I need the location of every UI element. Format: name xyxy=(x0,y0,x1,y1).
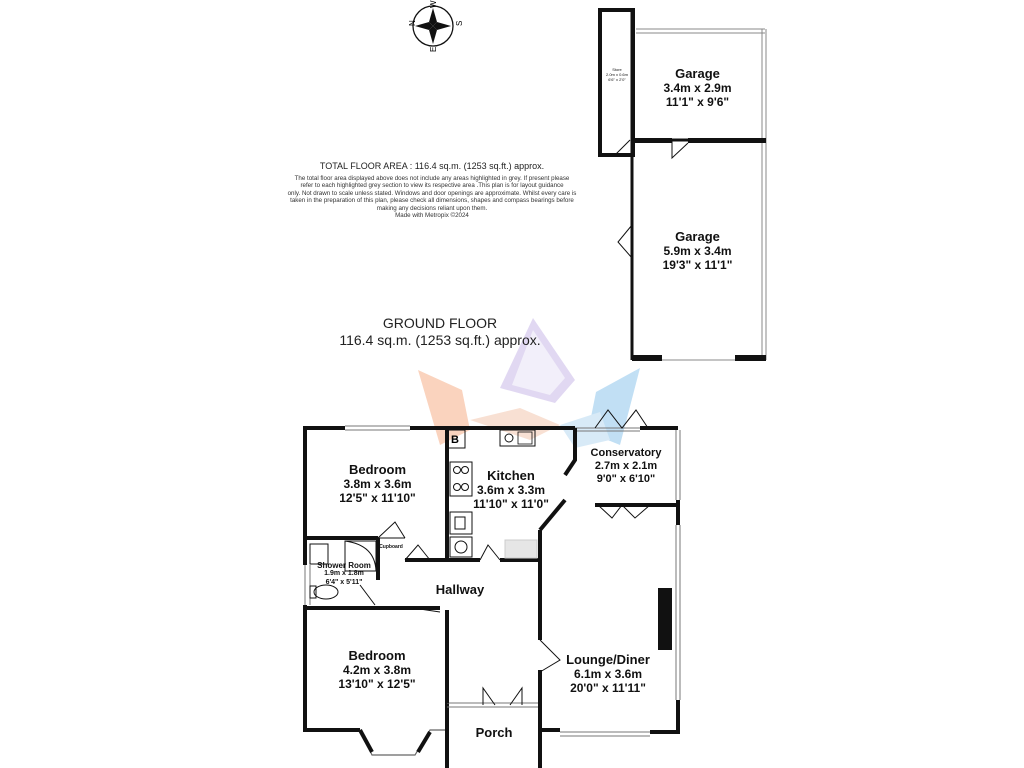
compass-letter-n: N xyxy=(408,20,417,26)
area-note-line: refer to each highlighted grey section to view its respective area .This plan is for layout guidance xyxy=(300,182,564,190)
room-metric: 3.4m x 2.9m xyxy=(663,81,732,96)
room-imperial: 19'3" x 11'1" xyxy=(662,258,733,273)
compass-letter-e: E xyxy=(429,46,438,52)
room-metric: 2.0m x 0.6m xyxy=(605,71,628,77)
room-imperial: 13'10" x 12'5" xyxy=(338,677,416,692)
room-store xyxy=(602,68,632,82)
room-metric: 2.7m x 2.1m xyxy=(594,459,658,472)
room-shower xyxy=(312,561,376,587)
room-lounge-diner xyxy=(548,652,668,696)
area-note-line: only. Not drawn to scale unless stated. Windows and door openings are approximate. Whilst every care is xyxy=(287,189,577,197)
room-kitchen xyxy=(466,468,556,512)
room-name: Bedroom xyxy=(348,648,406,663)
room-cupboard: Cupboard xyxy=(379,544,403,550)
room-imperial: 11'10" x 11'0" xyxy=(473,497,549,512)
total-floor-area-note xyxy=(252,161,612,220)
area-note-line: making any decisions reliant upon them. xyxy=(376,204,488,212)
room-conservatory xyxy=(578,447,674,486)
room-metric: 6.1m x 3.6m xyxy=(573,667,643,682)
compass-letter-w: W xyxy=(429,0,438,8)
room-porch: Porch xyxy=(475,725,513,740)
room-bedroom-2 xyxy=(313,648,441,692)
room-garage-large xyxy=(640,229,755,273)
room-name: Kitchen xyxy=(487,468,535,483)
room-hallway: Hallway xyxy=(435,582,485,597)
compass-rose-icon xyxy=(408,0,464,52)
room-name: Garage xyxy=(675,229,720,244)
floor-heading xyxy=(300,315,580,349)
area-note-line: taken in the preparation of this plan, please check all dimensions, shapes and compass bearings before xyxy=(290,197,574,205)
room-metric: 1.9m x 1.8m xyxy=(324,570,364,578)
compass-letter-s: S xyxy=(455,20,464,26)
floor-name: GROUND FLOOR xyxy=(382,315,498,331)
floor-area: 116.4 sq.m. (1253 sq.ft.) approx. xyxy=(339,331,541,348)
room-imperial: 11'1" x 9'6" xyxy=(665,95,730,110)
room-metric: 3.6m x 3.3m xyxy=(476,483,546,498)
room-name: Conservatory xyxy=(590,447,662,459)
room-metric: 3.8m x 3.6m xyxy=(343,477,412,492)
total-floor-area-title: TOTAL FLOOR AREA : 116.4 sq.m. (1253 sq.ft.) approx. xyxy=(319,161,545,171)
area-note-line: The total floor area displayed above does not include any areas highlighted in grey. If present please xyxy=(294,175,570,182)
room-garage-small xyxy=(640,66,755,110)
room-imperial: 20'0" x 11'11" xyxy=(570,681,646,696)
room-metric: 4.2m x 3.8m xyxy=(342,663,412,678)
room-imperial: 12'5" x 11'10" xyxy=(339,491,416,506)
room-imperial: 6'6" x 2'0" xyxy=(608,76,626,82)
room-name: Store xyxy=(612,67,622,72)
room-bedroom-1 xyxy=(315,462,440,506)
area-note-line: Made with Metropix ©2024 xyxy=(395,212,469,220)
room-imperial: 6'4" x 5'11" xyxy=(325,578,363,586)
garage-walls xyxy=(600,10,766,361)
room-name: Bedroom xyxy=(348,462,407,477)
room-name: Lounge/Diner xyxy=(566,652,650,667)
room-imperial: 9'0" x 6'10" xyxy=(596,472,656,485)
room-name: Shower Room xyxy=(317,561,371,570)
boiler-label: B xyxy=(451,434,459,446)
room-name: Garage xyxy=(675,66,720,81)
room-metric: 5.9m x 3.4m xyxy=(663,244,732,259)
